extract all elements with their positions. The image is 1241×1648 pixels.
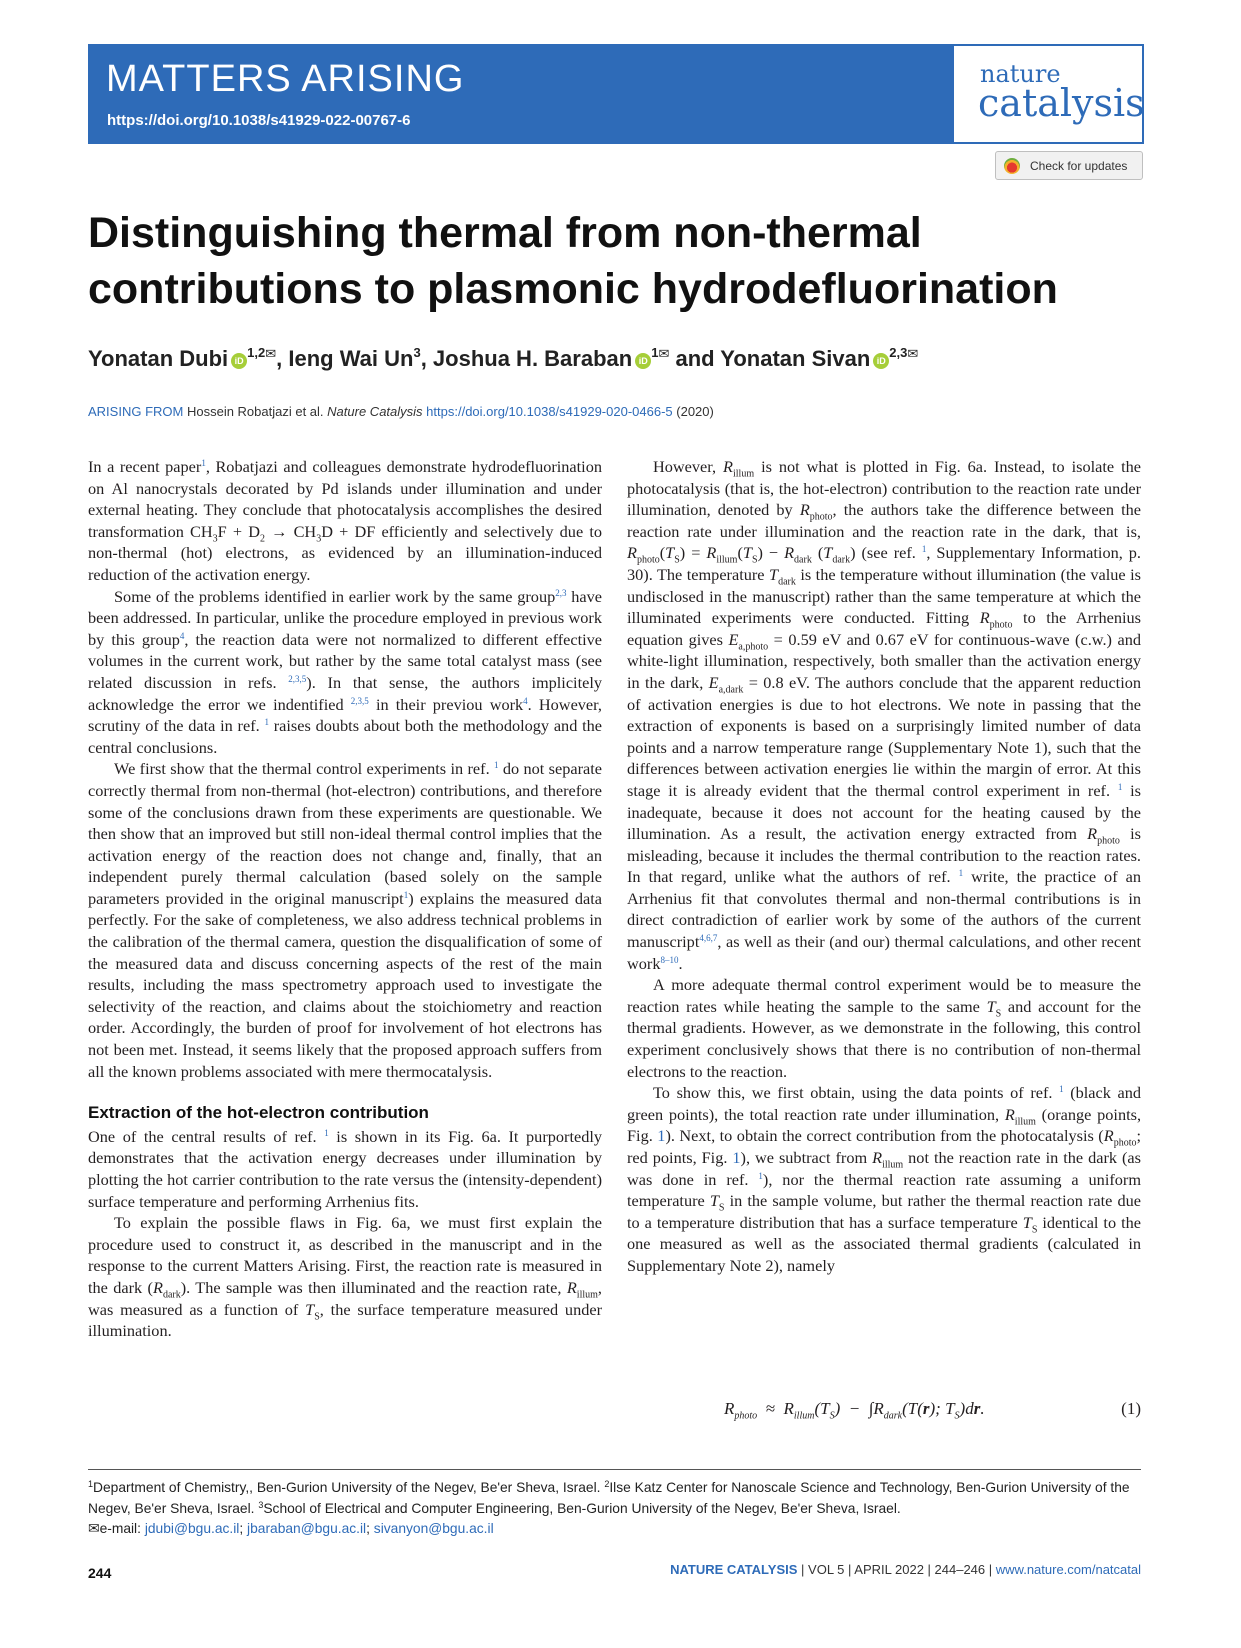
check-for-updates-label: Check for updates — [1030, 158, 1128, 173]
body-column-right — [627, 456, 1141, 1277]
equation-1 — [627, 1399, 1141, 1425]
crossmark-icon — [1004, 158, 1020, 174]
equation-number: (1) — [1121, 1399, 1141, 1418]
body-paragraph: A more adequate thermal control experiment would be to measure the reaction rates while heating the sample to the same $T_S$ and account for the thermal gradients. However, as we demonstrate in the following, this control experiment conclusively shows that there is no contribution of non-thermal electrons to the reaction. — [627, 975, 1141, 1081]
orcid-icon[interactable]: iD — [635, 353, 651, 369]
affiliation-1: Department of Chemistry,, Ben-Gurion University of the Negev, Be'er Sheva, Israel. — [93, 1480, 601, 1495]
author-affiliation-marker: 3 — [413, 345, 421, 360]
body-paragraph: In a recent paper$^1$, Robatjazi and colleagues demonstrate hydrodefluorination on Al nanocrystals decorated by Pd islands under illumination and under external heating. They conclude that photocatalysis accomplishes the desired transformation $CH_3F + D_2 \to CH_3D$ + DF efficiently and selectively due to non-thermal (hot) electrons, as evidenced by an illumination-induced reduction of the activation energy. — [88, 457, 602, 584]
author-name[interactable]: Yonatan Sivan — [720, 346, 871, 371]
page-number: 244 — [88, 1565, 112, 1581]
author-separator: , — [276, 346, 289, 371]
orcid-icon[interactable]: iD — [231, 353, 247, 369]
affiliation-3: School of Electrical and Computer Engineering, Ben-Gurion University of the Negev, Be'er Sheva, Israel. — [263, 1500, 901, 1516]
email-label: e-mail: — [99, 1521, 141, 1536]
arising-from-label: ARISING FROM — [88, 404, 184, 419]
equation-body: $R_{photo} \approx R_{illum}(T_S) - \int R_{dark}(T(r)$; $T_S)dr$. — [724, 1399, 985, 1422]
arising-from-year: (2020) — [676, 404, 714, 419]
orcid-icon[interactable]: iD — [873, 353, 889, 369]
author-separator: and — [669, 346, 721, 371]
author-affiliation-marker: 2,3 — [889, 345, 908, 360]
email-icon[interactable]: ✉ — [658, 346, 670, 361]
body-column-left — [88, 456, 602, 1342]
body-paragraph: Some of the problems identified in earlier work by the same group$^{2,3}$ have been addressed. In particular, unlike the procedure employed in previous work by this group$^4$, the reaction data were not normalized to different effective volumes in the current work, but rather by the same total catalyst mass (see related discussion in refs. $^{2,3,5}$). In that sense, the authors implicitely acknowledge the error we indentified $^{2,3,5}$ in their previou work$^4$. However, scrutiny of the data in ref. $^1$ raises doubts about both the methodology and the central conclusions. — [88, 586, 603, 757]
author-list — [88, 345, 918, 372]
author-name[interactable]: Ieng Wai Un — [288, 346, 414, 371]
logo-nature-text: nature — [980, 60, 1061, 88]
author-separator: , — [420, 346, 433, 371]
body-paragraph: However, $R_{illum}$ is not what is plotted in Fig. 6a. Instead, to isolate the photocatalysis (that is, the hot-electron) contribution to the reaction rate under illumination, denoted by $R_{photo}$, the authors take the difference between the reaction rate under illumination and the reaction rate in the dark, that is, $R_{photo}(T_S) = R_{illum}(T_S) - R_{dark}$ $(T_{dark})$ (see ref. $^1$, Supplementary Information, p. 30). The temperature $T_{dark}$ is the temperature without illumination (the value is undisclosed in the manuscript) rather than the same temperature at which the illuminated experiments were conducted. Fitting $R_{photo}$ to the Arrhenius equation gives $E_{a,photo} = 0.59$ eV and 0.67 eV for continuous-wave (c.w.) and white-light illumination, respectively, both smaller than the activation energy in the dark, $E_{a,dark} = 0.8$ eV. The authors conclude that the apparent reduction of activation energies is due to hot electrons. We note in passing that the extraction of exponents is based on a surprisingly limited number of data points and a narrow temperature range (Supplementary Note 1), such that the differences between activation energies lie within the margin of error. At this stage it is already evident that the thermal control experiment in ref. $^1$ is inadequate, because it does not account for the heating caused by the illumination. As a result, the activation energy extracted from $R_{photo}$ is misleading, because it includes the thermal contribution to the reaction rates. In that regard, unlike what the authors of ref. $^1$ write, the practice of an Arrhenius fit that convolutes thermal and non-thermal contributions is in direct contradiction of earlier work by some of the authors of the current manuscript$^{4,6,7}$, as well as their (and our) thermal calculations, and other recent work$^{8-10}$. — [627, 457, 1142, 973]
footnote-divider — [88, 1469, 1141, 1470]
arising-from-journal: Nature Catalysis — [327, 404, 423, 419]
section-heading: Extraction of the hot-electron contribution — [88, 1103, 429, 1123]
author-affiliation-marker: 1,2 — [247, 345, 266, 360]
check-for-updates-button[interactable] — [995, 151, 1143, 180]
email-icon[interactable]: ✉ — [907, 346, 919, 361]
footer-volume: VOL 5 — [808, 1562, 845, 1577]
author-name[interactable]: Joshua H. Baraban — [432, 346, 633, 371]
body-paragraph: To show this, we first obtain, using the data points of ref. $^1$ (black and green points), the total reaction rate under illumination, $R_{illum}$ (orange points, Fig. 1). Next, to obtain the correct contribution from the photocatalysis ($R_{photo}$; red points, Fig. 1), we subtract from $R_{illum}$ not the reaction rate in the dark (as was done in ref. $^1$), nor the thermal reaction rate assuming a uniform temperature $T_S$ in the sample volume, but rather the thermal reaction rate due to a temperature distribution that has a surface temperature $T_S$ identical to the one measured as well as the associated thermal gradients (calculated in Supplementary Note 2), namely — [627, 1083, 1142, 1275]
body-paragraph: To explain the possible flaws in Fig. 6a, we must first explain the procedure used to construct it, as described in the manuscript and in the response to the current Matters Arising. First, the reaction rate is measured in the dark $(R_{dark})$. The sample was then illuminated and the reaction rate, $R_{illum}$, was measured as a function of $T_S$, the surface temperature measured under illumination. — [88, 1213, 602, 1341]
journal-logo[interactable] — [954, 46, 1145, 142]
author-name[interactable]: Yonatan Dubi — [88, 346, 229, 371]
author-affiliation-marker: 1 — [651, 345, 659, 360]
page-footer: NATURE CATALYSIS | VOL 5 | APRIL 2022 | 244–246 | www.nature.com/natcatal — [670, 1562, 1141, 1577]
footer-pages: 244–246 — [934, 1562, 986, 1577]
email-link[interactable]: jdubi@bgu.ac.il — [144, 1521, 240, 1536]
footer-journal: NATURE CATALYSIS — [670, 1562, 798, 1577]
affiliation-2: Ilse Katz Center for Nanoscale Science and Technology, Ben-Gurion University of the Negev, Be'er Sheva, Israel. — [88, 1480, 1130, 1516]
footer-url-link[interactable]: www.nature.com/natcatal — [995, 1562, 1141, 1577]
footer-date: APRIL 2022 — [854, 1562, 924, 1577]
arising-from-doi-link[interactable]: https://doi.org/10.1038/s41929-020-0466-5 — [426, 404, 673, 419]
arising-from — [88, 404, 714, 419]
body-paragraph: We first show that the thermal control experiments in ref. $^1$ do not separate correctly thermal from non-thermal (hot-electron) contributions, and therefore some of the conclusions drawn from these experiments are questionable. We then show that an improved but still non-ideal thermal control implies that the activation energy of the reaction does not change and, finally, that an independent purely thermal calculation (based solely on the sample parameters provided in the original manuscript$^1$) explains the measured data perfectly. For the sake of completeness, we also address technical problems in the calibration of the thermal camera, question the disqualification of some of the measured data and discuss concerning aspects of the rest of the main results, including the mass spectrometry approach used to investigate the selectivity of the reaction, and claims about the stoichiometry and reaction order. Accordingly, the burden of proof for involvement of hot electrons has not been met. Instead, it seems likely that the proposed approach suffers from all the known problems associated with mere thermocatalysis. — [88, 759, 602, 1081]
email-link[interactable]: sivanyon@bgu.ac.il — [373, 1521, 494, 1536]
body-paragraph: One of the central results of ref. $^1$ is shown in its Fig. 6a. It purportedly demonstrates that the activation energy decreases under illumination by plotting the hot carrier contribution to the rate versus the (intensity-dependent) surface temperature and performing Arrhenius fits. — [88, 1126, 602, 1211]
email-icon[interactable]: ✉ — [265, 346, 277, 361]
affiliations: $^1$Department of Chemistry,, Ben-Gurion University of the Negev, Be'er Sheva, Israel. $^2$Ilse Katz Center for Nanoscale Science and Technology, Ben-Gurion University of the Negev, Be'er Sheva, Israel. $^3$School of Electrical and Computer Engineering, Ben-Gurion University of the Negev, Be'er Sheva, Israel. ✉e-mail: jdubi@bgu.ac.il; jbaraban@bgu.ac.il; sivanyon@bgu.ac.il — [88, 1479, 1130, 1536]
article-banner — [88, 44, 1144, 144]
envelope-icon: ✉ — [88, 1521, 100, 1536]
article-type: MATTERS ARISING — [106, 58, 465, 100]
email-link[interactable]: jbaraban@bgu.ac.il — [247, 1521, 367, 1536]
article-title: Distinguishing thermal from non-thermal contributions to plasmonic hydrodefluorination — [88, 209, 1058, 313]
arising-from-authors: Hossein Robatjazi et al. — [186, 404, 324, 419]
logo-catalysis-text: catalysis — [978, 81, 1145, 125]
article-doi-link[interactable]: https://doi.org/10.1038/s41929-022-00767-6 — [107, 112, 411, 129]
